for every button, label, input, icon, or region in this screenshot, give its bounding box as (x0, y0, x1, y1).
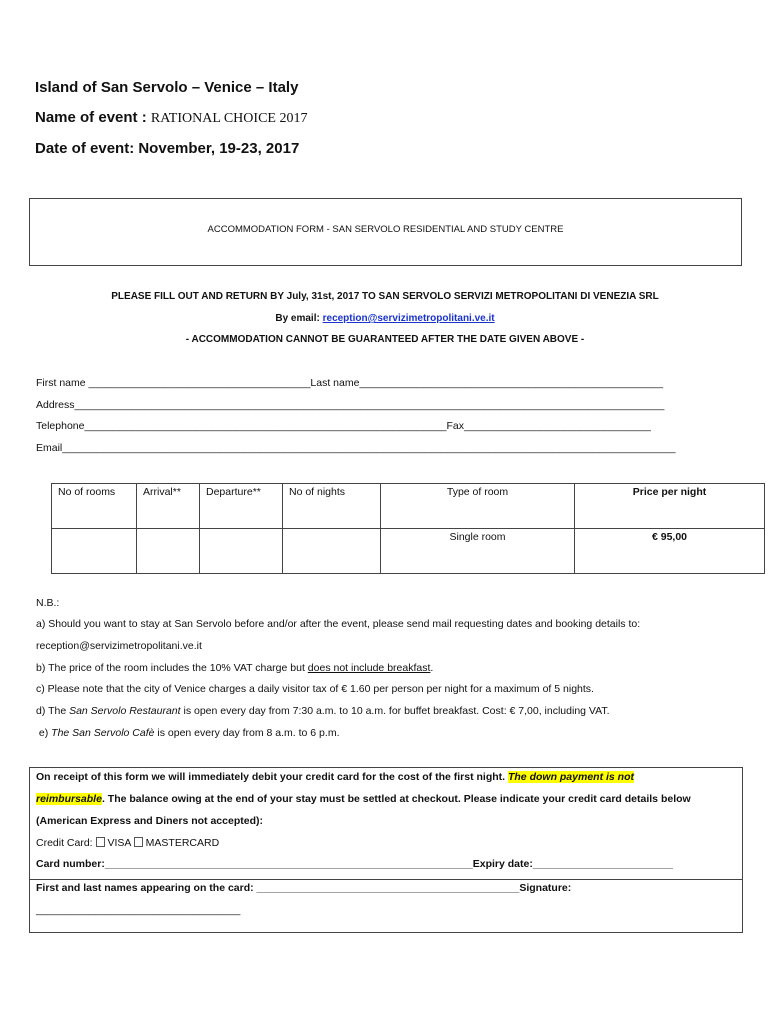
visa-checkbox[interactable] (96, 837, 105, 847)
note-e-post: is open every day from 8 a.m. to 6 p.m. (154, 727, 340, 739)
note-d-pre: d) The (36, 705, 70, 717)
note-e-italic: The San Servolo Cafè (51, 727, 155, 739)
cell-no-of-nights[interactable] (283, 529, 381, 574)
credit-card-label: Credit Card: (36, 837, 93, 849)
mastercard-checkbox[interactable] (134, 837, 143, 847)
note-b-pre: b) The price of the room includes the 10% VAT charge but (36, 662, 308, 674)
email-label: By email: (275, 313, 320, 324)
nb-label: N.B.: (36, 597, 60, 609)
note-d (36, 705, 610, 717)
payment-line3: (American Express and Diners not accepted): (36, 815, 263, 827)
table-row (52, 529, 765, 574)
names-on-card-field[interactable]: First and last names appearing on the card: _____________________________________________Signature: (36, 882, 572, 894)
location-heading: Island of San Servolo – Venice – Italy (35, 79, 299, 96)
payment-line2 (36, 793, 691, 805)
payment-highlight-1: The down payment is not (507, 771, 634, 783)
event-name-label: Name of event : (35, 109, 147, 126)
visa-label: VISA (107, 837, 131, 849)
header-no-of-nights: No of nights (283, 484, 381, 529)
header-price-per-night: Price per night (575, 484, 765, 529)
payment-line2-text: . The balance owing at the end of your stay must be settled at checkout. Please indicate your credit card details below (101, 793, 691, 805)
event-name-value: RATIONAL CHOICE 2017 (150, 111, 308, 126)
email-field[interactable]: Email_________________________________________________________________________________________________________ (36, 442, 676, 454)
cell-price: € 95,00 (575, 529, 765, 574)
payment-box (29, 767, 743, 933)
cell-type-of-room: Single room (381, 529, 575, 574)
cell-arrival[interactable] (137, 529, 200, 574)
reception-email-link[interactable]: reception@servizimetropolitani.ve.it (322, 313, 495, 324)
form-title: ACCOMMODATION FORM - SAN SERVOLO RESIDENTIAL AND STUDY CENTRE (207, 224, 564, 235)
note-d-post: is open every day from 7:30 a.m. to 10 a.m. for buffet breakfast. Cost: € 7,00, including VAT. (180, 705, 610, 717)
note-c: c) Please note that the city of Venice charges a daily visitor tax of € 1.60 per person per night for a maximum of 5 nights. (36, 683, 594, 695)
payment-divider (30, 879, 742, 880)
note-a-line2: reception@servizimetropolitani.ve.it (36, 640, 202, 652)
address-field[interactable]: Address_____________________________________________________________________________________________________ (36, 399, 665, 411)
cell-no-of-rooms[interactable] (52, 529, 137, 574)
mastercard-label: MASTERCARD (145, 837, 220, 849)
note-d-italic: San Servolo Restaurant (69, 705, 181, 717)
signature-line[interactable]: ___________________________________ (36, 904, 241, 916)
event-date: Date of event: November, 19-23, 2017 (35, 140, 300, 157)
rooms-table (51, 483, 765, 574)
name-field[interactable]: First name ______________________________________Last name____________________________________________________ (36, 377, 664, 389)
note-b-post: . (430, 662, 434, 674)
event-name-line (35, 109, 307, 127)
note-e (36, 727, 339, 739)
header-no-of-rooms: No of rooms (52, 484, 137, 529)
guarantee-warning: - ACCOMMODATION CANNOT BE GUARANTEED AFTER THE DATE GIVEN ABOVE - (185, 334, 585, 345)
header-type-of-room: Type of room (381, 484, 575, 529)
header-arrival: Arrival** (137, 484, 200, 529)
payment-line1-text: On receipt of this form we will immediately debit your credit card for the cost of the first night. (36, 771, 508, 783)
email-instructions (0, 313, 770, 324)
note-e-pre: e) (36, 727, 52, 739)
note-a-line1: a) Should you want to stay at San Servolo before and/or after the event, please send mail requesting dates and booking details to: (36, 618, 641, 630)
payment-line1 (36, 771, 634, 783)
telephone-fax-field[interactable]: Telephone______________________________________________________________Fax________________________________ (36, 420, 651, 432)
credit-card-choice (36, 837, 219, 849)
return-instructions: PLEASE FILL OUT AND RETURN BY July, 31st, 2017 TO SAN SERVOLO SERVIZI METROPOLITANI DI VENEZIA SRL (111, 291, 659, 302)
table-header-row (52, 484, 765, 529)
payment-highlight-2: reimbursable (36, 793, 102, 805)
header-departure: Departure** (200, 484, 283, 529)
note-b-underlined: does not include breakfast (307, 662, 431, 674)
form-title-box (29, 198, 742, 266)
card-number-field[interactable]: Card number:_______________________________________________________________Expiry date:________________________ (36, 858, 673, 870)
cell-departure[interactable] (200, 529, 283, 574)
note-b (36, 662, 433, 674)
